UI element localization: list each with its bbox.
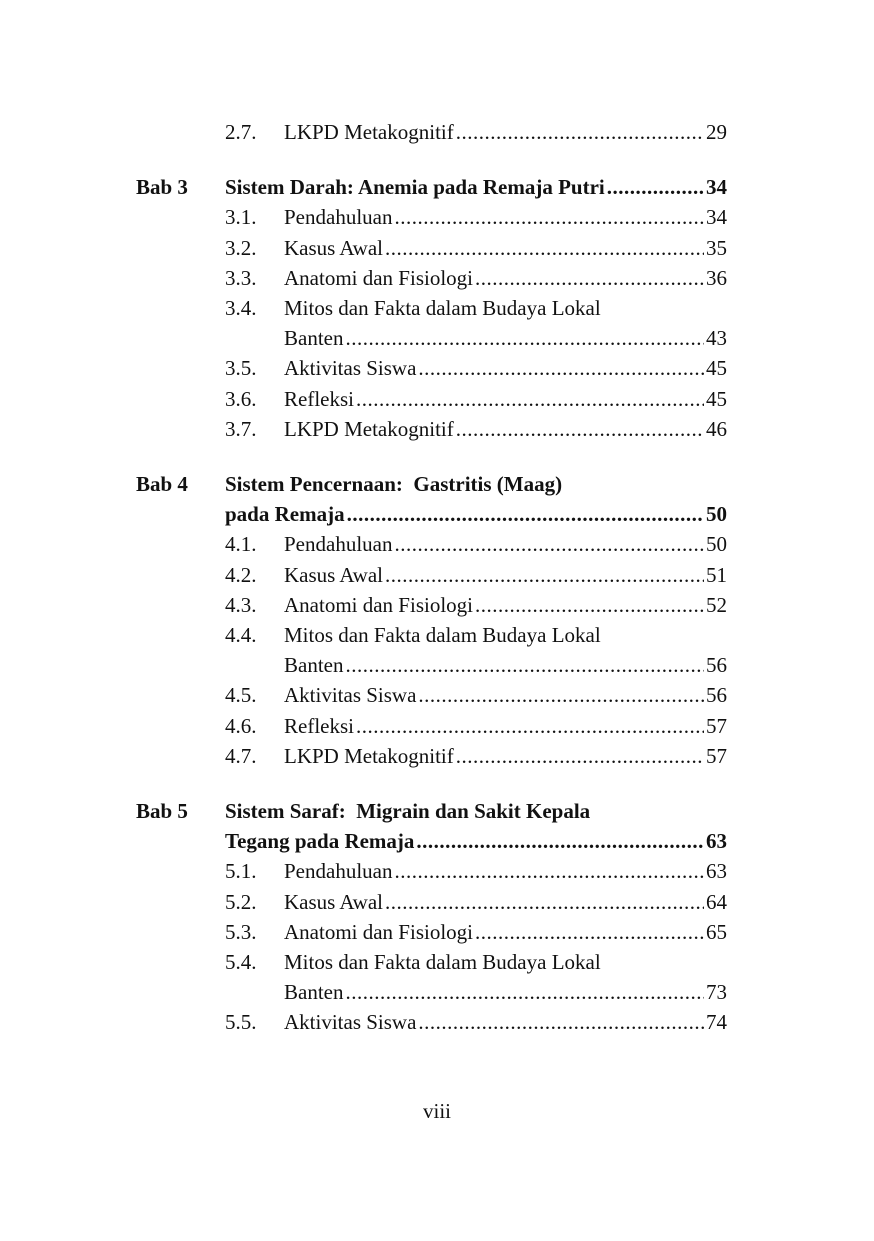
page-ref: 34	[706, 205, 727, 230]
toc-entry	[225, 1007, 727, 1037]
section-number: 4.4.	[225, 623, 257, 647]
page-ref: 36	[706, 265, 727, 290]
entry-title: Aktivitas Siswa	[284, 356, 417, 381]
dot-leader	[607, 172, 704, 202]
toc-entry	[225, 233, 727, 263]
page-ref: 74	[706, 1010, 727, 1035]
toc-entry	[225, 293, 727, 323]
section-number: 4.2.	[225, 562, 257, 587]
entry-title: Banten	[284, 653, 344, 678]
dot-leader	[418, 680, 704, 710]
entry-title: Anatomi dan Fisiologi	[284, 919, 473, 944]
dot-leader	[394, 529, 704, 559]
toc-entry	[284, 323, 727, 353]
page-ref: 63	[706, 829, 727, 854]
chapter-title: Sistem Saraf: Migrain dan Sakit Kepala	[225, 799, 591, 823]
section-number: 3.4.	[225, 296, 257, 320]
entry-title: Mitos dan Fakta dalam Budaya Lokal	[284, 623, 601, 647]
toc-entry	[225, 887, 727, 917]
entry-title: Kasus Awal	[284, 889, 383, 914]
entry-title: Mitos dan Fakta dalam Budaya Lokal	[284, 296, 601, 320]
entry-title: Banten	[284, 980, 344, 1005]
entry-title: Kasus Awal	[284, 562, 383, 587]
toc-entry	[225, 711, 727, 741]
toc-entry	[225, 856, 727, 886]
toc-entry	[284, 977, 727, 1007]
dot-leader	[347, 499, 704, 529]
section-number: 3.5.	[225, 356, 257, 381]
chapter-entry	[225, 172, 727, 202]
chapter-title-cont: Tegang pada Remaja	[225, 829, 415, 854]
page-ref: 34	[706, 175, 727, 200]
chapter-entry	[225, 499, 727, 529]
dot-leader	[345, 323, 704, 353]
toc-entry	[225, 917, 727, 947]
section-number: 4.1.	[225, 532, 257, 557]
page-ref: 51	[706, 562, 727, 587]
section-number: 4.5.	[225, 683, 257, 708]
page-ref: 57	[706, 713, 727, 738]
dot-leader	[416, 826, 704, 856]
entry-title: Pendahuluan	[284, 205, 393, 230]
page-ref: 45	[706, 356, 727, 381]
chapter-label: Bab 5	[136, 799, 188, 823]
section-number: 3.7.	[225, 416, 257, 441]
dot-leader	[356, 711, 704, 741]
entry-title: Anatomi dan Fisiologi	[284, 592, 473, 617]
dot-leader	[385, 887, 704, 917]
page-ref: 65	[706, 919, 727, 944]
entry-title: Refleksi	[284, 386, 354, 411]
section-number: 4.3.	[225, 592, 257, 617]
page-ref: 43	[706, 326, 727, 351]
section-number: 3.2.	[225, 235, 257, 260]
dot-leader	[456, 414, 704, 444]
section-number: 5.2.	[225, 889, 257, 914]
toc-entry	[225, 560, 727, 590]
toc-entry	[225, 263, 727, 293]
chapter-title-cont: pada Remaja	[225, 502, 345, 527]
page-ref: 56	[706, 653, 727, 678]
entry-title: Pendahuluan	[284, 859, 393, 884]
chapter-title: Sistem Pencernaan: Gastritis (Maag)	[225, 472, 563, 496]
toc-entry	[225, 384, 727, 414]
dot-leader	[394, 202, 704, 232]
dot-leader	[385, 560, 704, 590]
toc-entry	[225, 741, 727, 771]
dot-leader	[456, 117, 704, 147]
chapter-label: Bab 4	[136, 472, 188, 496]
chapter-entry	[225, 826, 727, 856]
dot-leader	[475, 263, 704, 293]
section-number: 3.3.	[225, 265, 257, 290]
toc-entry	[225, 947, 727, 977]
dot-leader	[345, 650, 704, 680]
section-number: 3.6.	[225, 386, 257, 411]
section-number: 3.1.	[225, 205, 257, 230]
entry-title: Pendahuluan	[284, 532, 393, 557]
page-ref: 56	[706, 683, 727, 708]
entry-title: Aktivitas Siswa	[284, 683, 417, 708]
dot-leader	[394, 856, 704, 886]
section-number: 5.4.	[225, 950, 257, 974]
dot-leader	[418, 353, 704, 383]
dot-leader	[475, 590, 704, 620]
page-ref: 46	[706, 416, 727, 441]
toc-entry	[225, 117, 727, 147]
page-ref: 50	[706, 502, 727, 527]
section-number: 5.1.	[225, 859, 257, 884]
toc-entry	[225, 590, 727, 620]
section-number: 5.3.	[225, 919, 257, 944]
page-ref: 73	[706, 980, 727, 1005]
chapter-title: Sistem Darah: Anemia pada Remaja Putri	[225, 175, 605, 200]
page-ref: 52	[706, 592, 727, 617]
toc-entry	[225, 680, 727, 710]
entry-title: Mitos dan Fakta dalam Budaya Lokal	[284, 950, 601, 974]
entry-title: LKPD Metakognitif	[284, 743, 454, 768]
toc-entry	[225, 353, 727, 383]
page-ref: 63	[706, 859, 727, 884]
entry-title: Anatomi dan Fisiologi	[284, 265, 473, 290]
entry-title: Banten	[284, 326, 344, 351]
page-ref: 45	[706, 386, 727, 411]
dot-leader	[418, 1007, 704, 1037]
toc-entry	[225, 202, 727, 232]
page-ref: 35	[706, 235, 727, 260]
entry-title: LKPD Metakognitif	[284, 120, 454, 144]
toc-entry	[225, 414, 727, 444]
page-ref: 64	[706, 889, 727, 914]
entry-title: Kasus Awal	[284, 235, 383, 260]
section-number: 4.7.	[225, 743, 257, 768]
dot-leader	[356, 384, 704, 414]
toc-entry	[225, 529, 727, 559]
toc-entry	[225, 620, 727, 650]
toc-entry	[284, 650, 727, 680]
dot-leader	[456, 741, 704, 771]
entry-title: Refleksi	[284, 713, 354, 738]
entry-title: LKPD Metakognitif	[284, 416, 454, 441]
dot-leader	[345, 977, 704, 1007]
section-number: 2.7.	[225, 120, 257, 144]
entry-title: Aktivitas Siswa	[284, 1010, 417, 1035]
chapter-label: Bab 3	[136, 175, 188, 200]
page-ref: 29	[706, 120, 727, 144]
dot-leader	[385, 233, 704, 263]
section-number: 4.6.	[225, 713, 257, 738]
page-number: viii	[422, 1099, 451, 1123]
dot-leader	[475, 917, 704, 947]
page-ref: 57	[706, 743, 727, 768]
page-ref: 50	[706, 532, 727, 557]
section-number: 5.5.	[225, 1010, 257, 1035]
